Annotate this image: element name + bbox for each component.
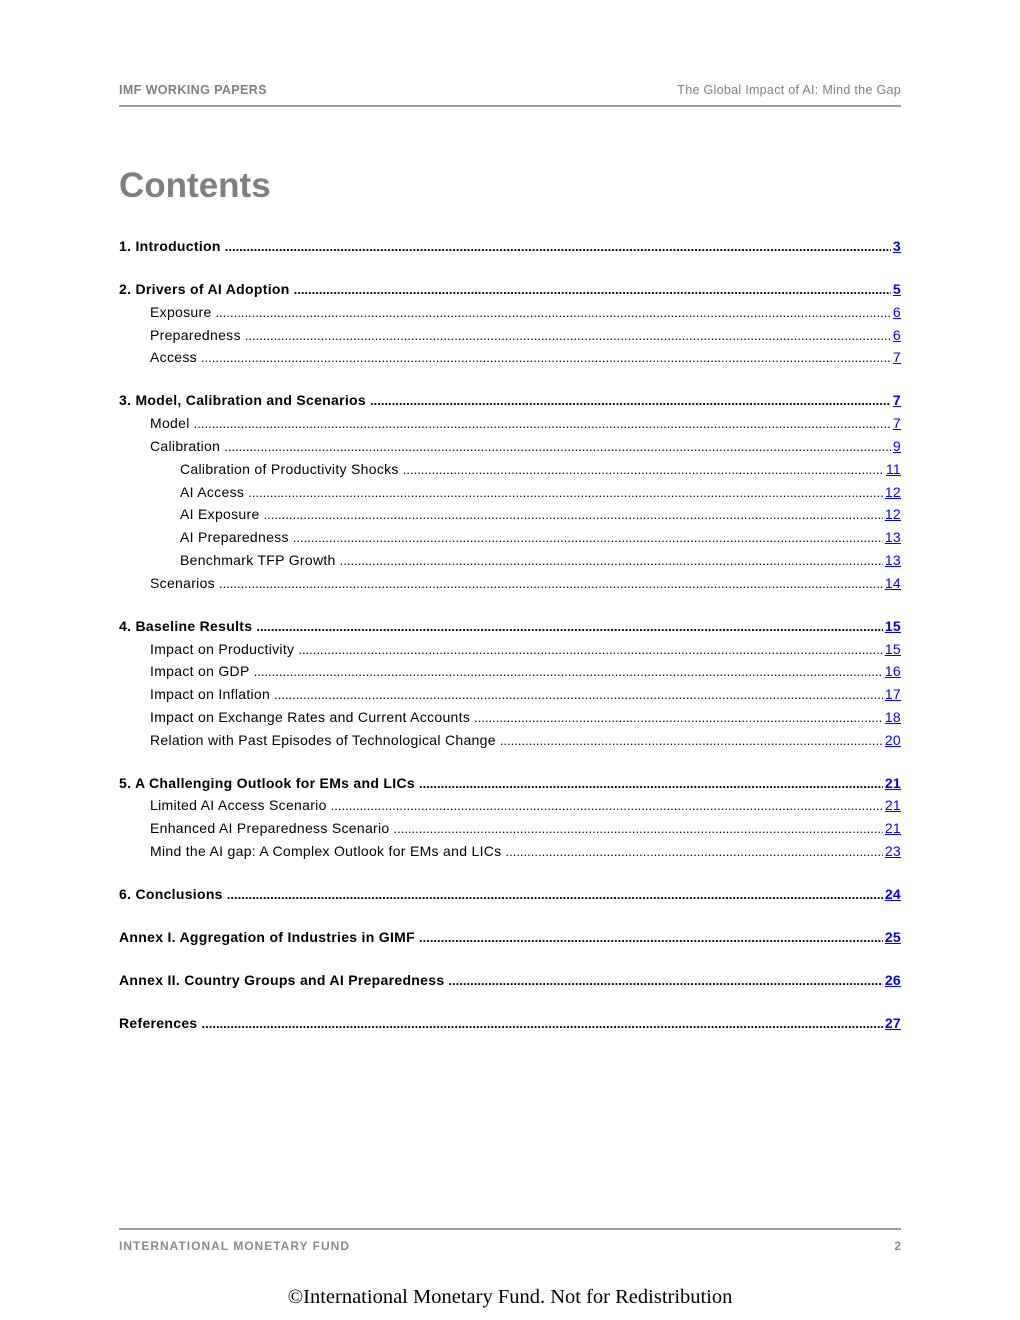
toc-page-link[interactable]: 5 xyxy=(892,280,901,297)
toc-dot-leader xyxy=(370,393,891,408)
toc-entry-label: 2. Drivers of AI Adoption xyxy=(119,280,290,297)
toc-entry-label: 4. Baseline Results xyxy=(119,617,253,634)
toc-page-link[interactable]: 26 xyxy=(884,972,901,989)
toc-page-link[interactable]: 6 xyxy=(892,303,901,320)
toc-page-link[interactable]: 3 xyxy=(892,238,901,254)
toc-entry[interactable] xyxy=(119,552,901,575)
header-paper-title: The Global Impact of AI: Mind the Gap xyxy=(677,83,901,97)
toc-entry-label: Preparedness xyxy=(150,326,241,343)
toc-dot-leader xyxy=(225,239,891,254)
toc-entry[interactable] xyxy=(119,972,901,995)
toc-entry[interactable] xyxy=(119,529,901,552)
toc-dot-leader xyxy=(340,553,883,568)
toc-entry-label: Impact on Inflation xyxy=(150,686,271,703)
toc-entry-label: References xyxy=(119,1015,198,1032)
toc-page-link[interactable]: 14 xyxy=(884,574,901,591)
toc-entry-label: 3. Model, Calibration and Scenarios xyxy=(119,392,366,409)
toc-entry[interactable] xyxy=(119,438,901,461)
toc-dot-leader xyxy=(194,416,891,431)
toc-page-link[interactable]: 7 xyxy=(892,392,901,409)
toc-page-link[interactable]: 25 xyxy=(884,929,901,946)
toc-entry-label: Model xyxy=(150,415,190,432)
toc-entry[interactable] xyxy=(119,618,901,641)
toc-page-link[interactable]: 24 xyxy=(884,886,901,903)
toc-page-link[interactable]: 12 xyxy=(884,506,901,523)
toc-entry[interactable] xyxy=(119,886,901,909)
toc-dot-leader xyxy=(254,664,883,679)
footer-page-number: 2 xyxy=(894,1239,901,1253)
toc-entry-label: Scenarios xyxy=(150,574,215,591)
toc-entry[interactable] xyxy=(119,797,901,820)
toc-entry[interactable] xyxy=(119,663,901,686)
toc-entry-label: Impact on GDP xyxy=(150,663,250,680)
copyright-notice: ©International Monetary Fund. Not for Redistribution xyxy=(287,1286,733,1308)
toc-dot-leader xyxy=(331,798,883,813)
toc-page-link[interactable]: 15 xyxy=(884,640,901,657)
toc-page-link[interactable]: 9 xyxy=(892,437,901,454)
toc-dot-leader xyxy=(202,1016,883,1031)
toc-entry[interactable] xyxy=(119,281,901,304)
toc-entry-label: Exposure xyxy=(150,303,212,320)
toc-entry[interactable] xyxy=(119,327,901,350)
toc-entry-label: Impact on Exchange Rates and Current Accounts xyxy=(150,708,471,725)
toc-entry-label: Annex I. Aggregation of Industries in GIMF xyxy=(119,929,415,946)
toc-entry[interactable] xyxy=(119,843,901,866)
toc-dot-leader xyxy=(294,282,891,297)
toc-dot-leader xyxy=(500,733,883,748)
toc-entry-label: AI Access xyxy=(180,483,245,500)
toc-entry-label: Impact on Productivity xyxy=(150,640,295,657)
toc-entry[interactable] xyxy=(119,820,901,843)
toc-page-link[interactable]: 21 xyxy=(884,774,901,791)
toc-page-link[interactable]: 17 xyxy=(884,686,901,703)
toc-entry[interactable] xyxy=(119,304,901,327)
toc-entry-label: Mind the AI gap: A Complex Outlook for EMs and LICs xyxy=(150,843,502,860)
toc-entry[interactable] xyxy=(119,732,901,755)
toc-entry-label: Enhanced AI Preparedness Scenario xyxy=(150,820,390,837)
toc-entry[interactable] xyxy=(119,575,901,598)
table-of-contents xyxy=(119,238,901,1038)
toc-page-link[interactable]: 21 xyxy=(884,797,901,814)
toc-page-link[interactable]: 21 xyxy=(884,820,901,837)
toc-page-link[interactable]: 13 xyxy=(884,529,901,546)
toc-page-link[interactable]: 18 xyxy=(884,708,901,725)
toc-dot-leader xyxy=(248,485,883,500)
toc-entry[interactable] xyxy=(119,484,901,507)
toc-dot-leader xyxy=(219,576,883,591)
toc-page-link[interactable]: 15 xyxy=(884,617,901,634)
toc-dot-leader xyxy=(298,642,882,657)
toc-entry-label: Limited AI Access Scenario xyxy=(150,797,327,814)
header-series-title: IMF WORKING PAPERS xyxy=(119,83,267,97)
toc-dot-leader xyxy=(419,776,883,791)
toc-dot-leader xyxy=(256,619,882,634)
toc-entry[interactable] xyxy=(119,506,901,529)
toc-page-link[interactable]: 12 xyxy=(884,483,901,500)
toc-entry-label: AI Exposure xyxy=(180,506,260,523)
toc-entry-label: Relation with Past Episodes of Technological Change xyxy=(150,731,496,748)
toc-entry[interactable] xyxy=(119,641,901,664)
toc-page-link[interactable]: 7 xyxy=(892,349,901,366)
toc-dot-leader xyxy=(505,844,882,859)
toc-entry-label: Annex II. Country Groups and AI Preparedness xyxy=(119,972,445,989)
toc-entry[interactable] xyxy=(119,686,901,709)
toc-dot-leader xyxy=(216,305,891,320)
toc-entry-label: AI Preparedness xyxy=(180,529,289,546)
toc-page-link[interactable]: 27 xyxy=(884,1015,901,1032)
toc-page-link[interactable]: 7 xyxy=(892,415,901,432)
page-title: Contents xyxy=(119,166,271,205)
toc-entry[interactable] xyxy=(119,238,901,261)
toc-entry-label: 1. Introduction xyxy=(119,238,221,254)
toc-entry[interactable] xyxy=(119,415,901,438)
footer-organization: INTERNATIONAL MONETARY FUND xyxy=(119,1239,350,1253)
toc-dot-leader xyxy=(403,462,884,477)
toc-entry-label: 5. A Challenging Outlook for EMs and LICs xyxy=(119,774,415,791)
toc-entry[interactable] xyxy=(119,461,901,484)
toc-entry[interactable] xyxy=(119,349,901,372)
toc-page-link[interactable]: 16 xyxy=(884,663,901,680)
toc-dot-leader xyxy=(419,930,883,945)
toc-entry[interactable] xyxy=(119,392,901,415)
toc-dot-leader xyxy=(474,710,883,725)
toc-entry[interactable] xyxy=(119,775,901,798)
page-header xyxy=(119,83,901,107)
toc-dot-leader xyxy=(201,350,891,365)
toc-dot-leader xyxy=(274,687,883,702)
toc-entry-label: Access xyxy=(150,349,197,366)
toc-entry-label: Calibration xyxy=(150,437,221,454)
toc-page-link[interactable]: 6 xyxy=(892,326,901,343)
toc-entry-label: Benchmark TFP Growth xyxy=(180,551,336,568)
toc-dot-leader xyxy=(264,507,883,522)
toc-entry[interactable] xyxy=(119,1015,901,1038)
page-footer xyxy=(119,1228,901,1258)
toc-page-link[interactable]: 13 xyxy=(884,551,901,568)
toc-dot-leader xyxy=(448,973,882,988)
toc-entry[interactable] xyxy=(119,709,901,732)
toc-page-link[interactable]: 11 xyxy=(885,460,901,477)
toc-dot-leader xyxy=(245,328,891,343)
toc-dot-leader xyxy=(224,439,891,454)
toc-dot-leader xyxy=(394,821,883,836)
toc-entry-label: Calibration of Productivity Shocks xyxy=(180,460,399,477)
toc-dot-leader xyxy=(227,887,883,902)
toc-entry[interactable] xyxy=(119,929,901,952)
toc-page-link[interactable]: 23 xyxy=(884,843,901,860)
toc-dot-leader xyxy=(293,530,883,545)
toc-entry-label: 6. Conclusions xyxy=(119,886,223,903)
toc-page-link[interactable]: 20 xyxy=(884,731,901,748)
